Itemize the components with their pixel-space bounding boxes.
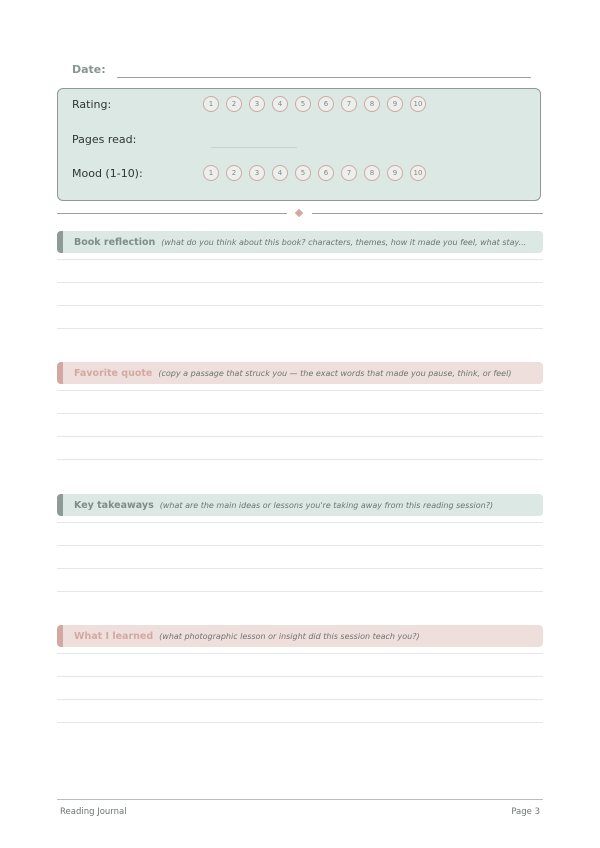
pages-read-label: Pages read: bbox=[72, 133, 137, 146]
rating-option[interactable]: 8 bbox=[364, 96, 380, 112]
mood-option[interactable]: 9 bbox=[387, 165, 403, 181]
date-field[interactable] bbox=[117, 77, 531, 78]
writing-line[interactable] bbox=[57, 545, 543, 546]
mood-option[interactable]: 8 bbox=[364, 165, 380, 181]
mood-options bbox=[203, 165, 426, 181]
writing-line[interactable] bbox=[57, 676, 543, 677]
writing-line[interactable] bbox=[57, 436, 543, 437]
section-title: Book reflection bbox=[74, 236, 156, 248]
rating-option[interactable]: 3 bbox=[249, 96, 265, 112]
mood-option[interactable]: 5 bbox=[295, 165, 311, 181]
footer-title: Reading Journal bbox=[60, 807, 127, 817]
section-header-what-i-learned bbox=[57, 625, 543, 647]
section-hint: (what photographic lesson or insight did this session teach you?) bbox=[159, 631, 420, 641]
rating-option[interactable]: 7 bbox=[341, 96, 357, 112]
mood-option[interactable]: 10 bbox=[410, 165, 426, 181]
section-hint: (what do you think about this book? characters, themes, how it made you feel, what stay... bbox=[161, 237, 527, 247]
writing-line[interactable] bbox=[57, 653, 543, 654]
mood-option[interactable]: 4 bbox=[272, 165, 288, 181]
writing-line[interactable] bbox=[57, 722, 543, 723]
section-title: Favorite quote bbox=[74, 367, 153, 379]
mood-option[interactable]: 1 bbox=[203, 165, 219, 181]
rating-options bbox=[203, 96, 426, 112]
section-header-key-takeaways bbox=[57, 494, 543, 516]
date-label: Date: bbox=[72, 63, 106, 76]
writing-line[interactable] bbox=[57, 699, 543, 700]
writing-line[interactable] bbox=[57, 328, 543, 329]
mood-option[interactable]: 3 bbox=[249, 165, 265, 181]
rating-option[interactable]: 4 bbox=[272, 96, 288, 112]
section-title: Key takeaways bbox=[74, 499, 154, 511]
writing-line[interactable] bbox=[57, 390, 543, 391]
pages-read-field[interactable] bbox=[211, 147, 297, 148]
writing-line[interactable] bbox=[57, 568, 543, 569]
section-header-favorite-quote bbox=[57, 362, 543, 384]
rating-option[interactable]: 9 bbox=[387, 96, 403, 112]
writing-line[interactable] bbox=[57, 305, 543, 306]
section-header-book-reflection bbox=[57, 231, 543, 253]
rating-option[interactable]: 10 bbox=[410, 96, 426, 112]
writing-line[interactable] bbox=[57, 522, 543, 523]
mood-option[interactable]: 2 bbox=[226, 165, 242, 181]
rating-option[interactable]: 1 bbox=[203, 96, 219, 112]
divider-left bbox=[57, 213, 287, 214]
rating-option[interactable]: 2 bbox=[226, 96, 242, 112]
mood-option[interactable]: 6 bbox=[318, 165, 334, 181]
writing-line[interactable] bbox=[57, 259, 543, 260]
rating-option[interactable]: 5 bbox=[295, 96, 311, 112]
writing-line[interactable] bbox=[57, 591, 543, 592]
section-title: What I learned bbox=[74, 630, 154, 642]
rating-option[interactable]: 6 bbox=[318, 96, 334, 112]
diamond-ornament-icon bbox=[295, 209, 303, 217]
mood-label: Mood (1-10): bbox=[72, 167, 143, 180]
writing-line[interactable] bbox=[57, 459, 543, 460]
section-hint: (copy a passage that struck you — the exact words that made you pause, think, or feel) bbox=[158, 368, 512, 378]
rating-label: Rating: bbox=[72, 98, 112, 111]
footer-divider bbox=[57, 799, 543, 800]
mood-option[interactable]: 7 bbox=[341, 165, 357, 181]
section-hint: (what are the main ideas or lessons you're taking away from this reading session?) bbox=[159, 500, 494, 510]
page-number: Page 3 bbox=[511, 807, 540, 817]
writing-line[interactable] bbox=[57, 413, 543, 414]
writing-line[interactable] bbox=[57, 282, 543, 283]
divider-right bbox=[312, 213, 543, 214]
